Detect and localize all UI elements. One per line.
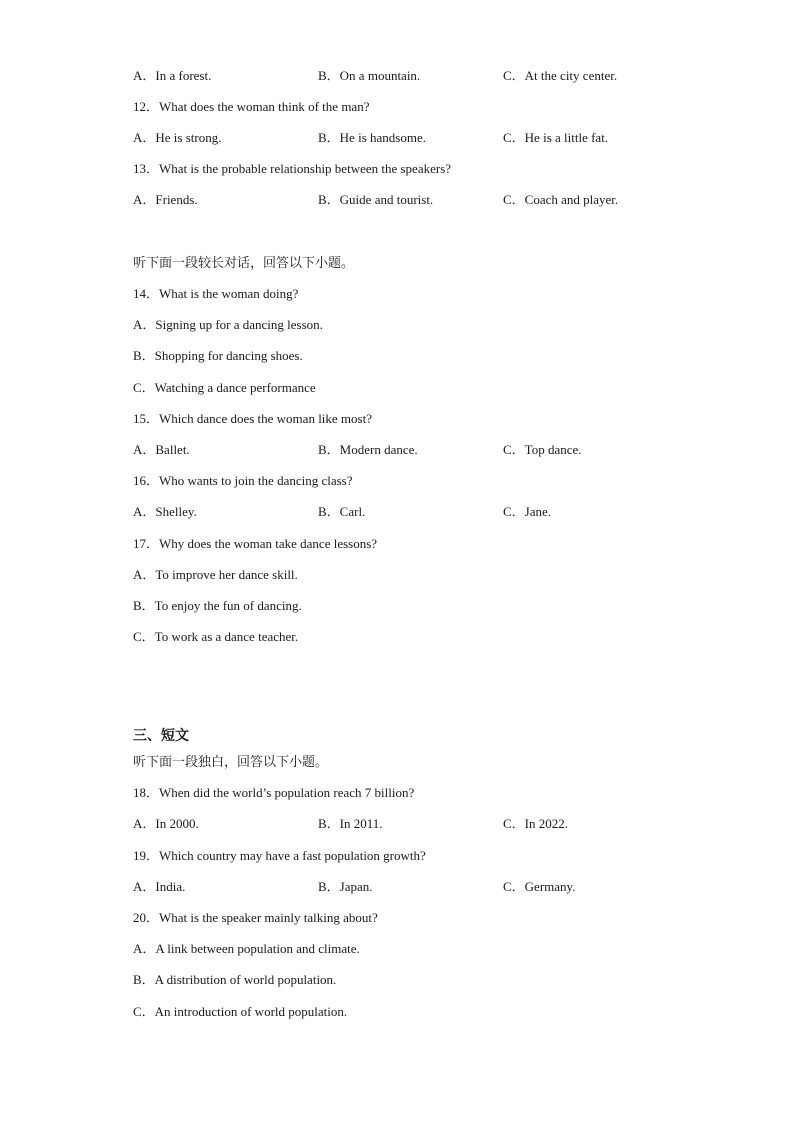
- q19-stem: 19．Which country may have a fast population growth?: [133, 848, 426, 863]
- q20-option-a: A．A link between population and climate.: [133, 941, 360, 956]
- q12-stem: 12．What does the woman think of the man?: [133, 99, 370, 114]
- q15-option-b: B．Modern dance.: [318, 442, 418, 457]
- q20-option-b: B．A distribution of world population.: [133, 972, 337, 987]
- q18-option-c: C．In 2022.: [503, 816, 569, 831]
- q14-option-a: A．Signing up for a dancing lesson.: [133, 317, 323, 332]
- q12-option-b: B．He is handsome.: [318, 130, 426, 145]
- q12-options: [133, 130, 693, 146]
- q13-option-a: A．Friends.: [133, 192, 198, 207]
- q19-option-c: C．Germany.: [503, 879, 576, 894]
- q14-stem: 14．What is the woman doing?: [133, 286, 299, 301]
- q13-option-b: B．Guide and tourist.: [318, 192, 434, 207]
- q14-option-c: C．Watching a dance performance: [133, 380, 316, 395]
- q16-option-c: C．Jane.: [503, 504, 552, 519]
- q18-option-b: B．In 2011.: [318, 816, 383, 831]
- q20-option-c: C．An introduction of world population.: [133, 1004, 348, 1019]
- q18-stem: 18．When did the world’s population reach 7 billion?: [133, 785, 415, 800]
- q16-option-b: B．Carl.: [318, 504, 366, 519]
- q12-option-c: C．He is a little fat.: [503, 130, 609, 145]
- q16-stem: 16．Who wants to join the dancing class?: [133, 473, 353, 488]
- q17-option-a: A．To improve her dance skill.: [133, 567, 298, 582]
- q11-options: [133, 68, 693, 84]
- q17-option-c: C．To work as a dance teacher.: [133, 629, 299, 644]
- q11-option-a: A．In a forest.: [133, 68, 212, 83]
- q15-option-c: C．Top dance.: [503, 442, 582, 457]
- q17-option-b: B．To enjoy the fun of dancing.: [133, 598, 302, 613]
- q13-stem: 13．What is the probable relationship between the speakers?: [133, 161, 452, 176]
- q17-stem: 17．Why does the woman take dance lessons?: [133, 536, 378, 551]
- q19-option-a: A．India.: [133, 879, 186, 894]
- q20-stem: 20．What is the speaker mainly talking about?: [133, 910, 378, 925]
- q13-options: [133, 192, 693, 208]
- q12-option-a: A．He is strong.: [133, 130, 222, 145]
- instruction-long-dialogue: 听下面一段较长对话，回答以下小题。: [133, 256, 355, 271]
- q19-options: [133, 879, 693, 895]
- instruction-monologue: 听下面一段独白，回答以下小题。: [133, 755, 329, 770]
- q15-options: [133, 442, 693, 458]
- q19-option-b: B．Japan.: [318, 879, 373, 894]
- q15-option-a: A．Ballet.: [133, 442, 190, 457]
- q18-option-a: A．In 2000.: [133, 816, 199, 831]
- q16-options: [133, 504, 693, 520]
- q18-options: [133, 816, 693, 832]
- q16-option-a: A．Shelley.: [133, 504, 197, 519]
- q13-option-c: C．Coach and player.: [503, 192, 619, 207]
- section3-heading: 三、短文: [133, 728, 189, 744]
- q15-stem: 15．Which dance does the woman like most?: [133, 411, 372, 426]
- q11-option-b: B．On a mountain.: [318, 68, 421, 83]
- q14-option-b: B．Shopping for dancing shoes.: [133, 348, 303, 363]
- q11-option-c: C．At the city center.: [503, 68, 618, 83]
